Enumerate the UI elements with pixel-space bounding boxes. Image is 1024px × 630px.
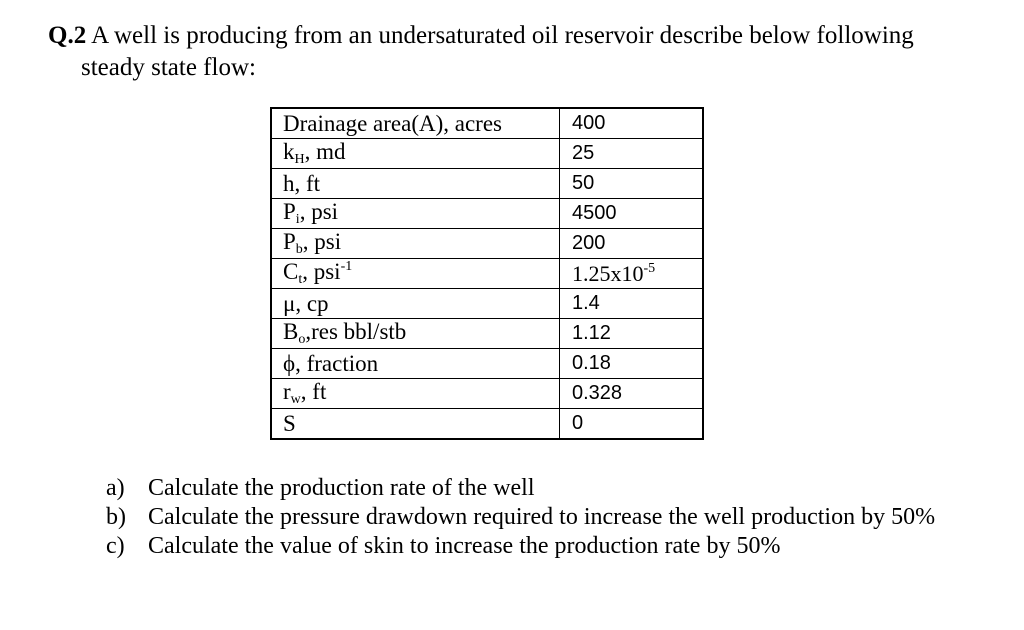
table-row xyxy=(271,319,703,349)
parameter-value xyxy=(560,409,704,440)
value-text: 0 xyxy=(572,412,584,434)
table-row xyxy=(271,139,703,169)
label-subscript: t xyxy=(298,272,303,287)
table-row xyxy=(271,349,703,379)
question-statement xyxy=(48,20,998,84)
task-item xyxy=(106,532,986,561)
label-subscript: i xyxy=(295,212,300,227)
parameter-value xyxy=(560,108,704,139)
parameter-value xyxy=(560,199,704,229)
label-main: μ, cp xyxy=(283,290,329,316)
parameter-value xyxy=(560,289,704,319)
parameter-label xyxy=(271,349,560,379)
task-text: Calculate the pressure drawdown required to increase the well production by 50% xyxy=(148,504,936,530)
value-text: 0.18 xyxy=(572,352,611,374)
label-subscript: b xyxy=(295,242,303,257)
label-subscript: w xyxy=(290,392,301,407)
parameter-value xyxy=(560,349,704,379)
label-main: Drainage area(A), acres xyxy=(283,110,502,136)
label-subscript: H xyxy=(294,152,305,167)
label-subscript: o xyxy=(298,332,306,347)
label-rest: , psi xyxy=(302,259,341,284)
table-row xyxy=(271,289,703,319)
task-letter: b) xyxy=(106,504,126,530)
value-superscript: -5 xyxy=(643,260,656,276)
value-text: 200 xyxy=(572,232,606,254)
task-list xyxy=(106,474,986,561)
label-main: S xyxy=(283,410,296,436)
label-main: r xyxy=(283,379,291,404)
question-number: Q.2 xyxy=(48,22,87,49)
label-rest: , ft xyxy=(300,379,327,404)
value-text: 4500 xyxy=(572,202,617,224)
value-text: 50 xyxy=(572,172,595,194)
table-row xyxy=(271,199,703,229)
parameter-label xyxy=(271,289,560,319)
value-text: 1.4 xyxy=(572,292,600,314)
task-item xyxy=(106,503,986,532)
parameter-value xyxy=(560,169,704,199)
label-main: k xyxy=(283,139,295,164)
parameter-label xyxy=(271,108,560,139)
label-superscript: -1 xyxy=(340,259,353,274)
parameter-value xyxy=(560,229,704,259)
question-text-line2: steady state flow: xyxy=(81,54,256,81)
task-item xyxy=(106,474,986,503)
task-letter: a) xyxy=(106,475,125,501)
value-text: 1.12 xyxy=(572,322,611,344)
table-row xyxy=(271,259,703,289)
table-row xyxy=(271,108,703,139)
parameter-value xyxy=(560,319,704,349)
table-row xyxy=(271,229,703,259)
label-rest: , psi xyxy=(302,229,342,254)
parameter-label xyxy=(271,139,560,169)
value-text: 25 xyxy=(572,142,595,164)
parameter-label xyxy=(271,229,560,259)
table-row xyxy=(271,169,703,199)
parameter-label xyxy=(271,259,560,289)
label-main: h, ft xyxy=(283,170,321,196)
label-rest: ,res bbl/stb xyxy=(305,319,407,344)
task-text: Calculate the production rate of the well xyxy=(148,475,535,501)
question-text-line1: A well is producing from an undersaturated oil reservoir describe below following xyxy=(91,22,914,49)
value-text: 0.328 xyxy=(572,382,623,404)
reservoir-parameters-table xyxy=(270,107,704,440)
value-text: 1.25x10 xyxy=(572,260,644,286)
label-main: P xyxy=(283,199,296,224)
label-rest: , md xyxy=(304,139,346,164)
table-row xyxy=(271,379,703,409)
task-letter: c) xyxy=(106,533,125,559)
parameter-value xyxy=(560,259,704,289)
parameter-label xyxy=(271,319,560,349)
label-main: B xyxy=(283,319,299,344)
label-main: C xyxy=(283,259,299,284)
parameter-label xyxy=(271,409,560,440)
table-row xyxy=(271,409,703,440)
label-rest: , psi xyxy=(299,199,339,224)
parameter-label xyxy=(271,169,560,199)
parameter-value xyxy=(560,379,704,409)
parameter-label xyxy=(271,199,560,229)
value-text: 400 xyxy=(572,112,606,134)
task-text: Calculate the value of skin to increase the production rate by 50% xyxy=(148,533,781,559)
parameter-value xyxy=(560,139,704,169)
label-main: P xyxy=(283,229,296,254)
label-main: ϕ, fraction xyxy=(283,350,379,376)
parameter-label xyxy=(271,379,560,409)
